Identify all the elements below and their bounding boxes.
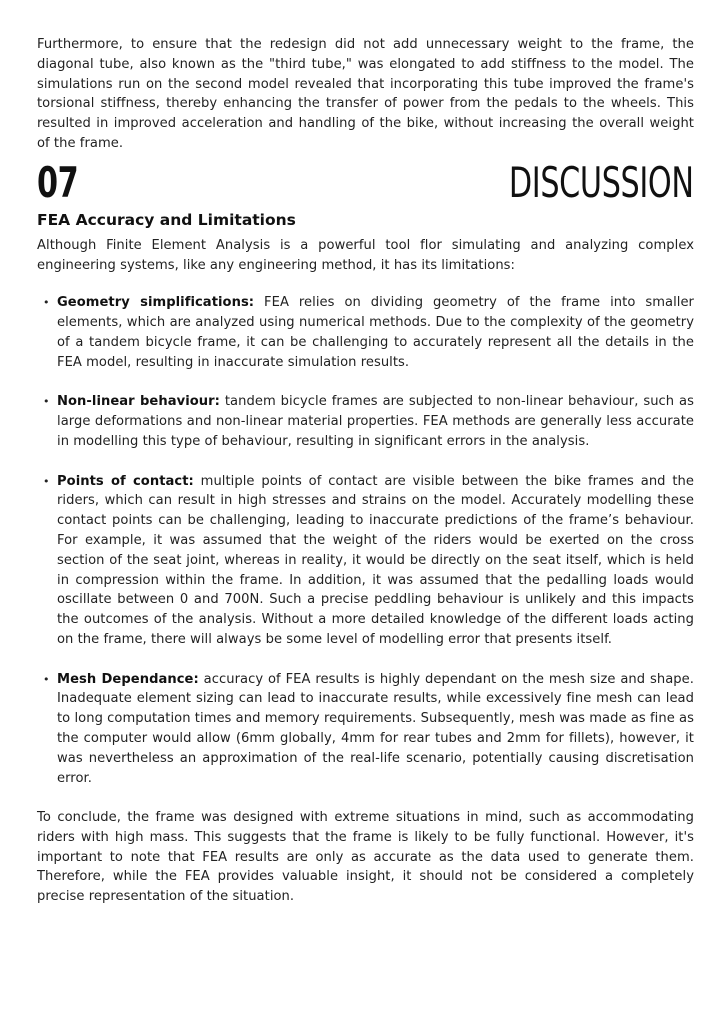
list-item <box>37 670 694 789</box>
document-page <box>37 35 694 907</box>
list-item <box>37 472 694 650</box>
list-item-term: Points of contact: <box>57 473 194 489</box>
list-item-text: FEA relies on dividing geometry of the frame into smaller elements, which are analyzed using numerical methods. Due to the complexity of the geometry of a tandem bicycle frame, it can be challenging to accurately represent all the details in the FEA model, resulting in inaccurate simulation results. <box>57 295 694 370</box>
section-number: 07 <box>37 157 79 207</box>
limitations-list <box>37 293 694 788</box>
section-title: DISCUSSION <box>509 157 694 207</box>
list-item-text: tandem bicycle frames are subjected to non-linear behaviour, such as large deformations and non-linear material properties. FEA methods are generally less accurate in modelling this type of behaviour, resulting in significant errors in the analysis. <box>57 394 694 449</box>
list-item-term: Geometry simplifications: <box>57 295 255 311</box>
list-item-term: Non-linear behaviour: <box>57 394 220 410</box>
section-header <box>37 154 694 207</box>
conclusion-paragraph: To conclude, the frame was designed with extreme situations in mind, such as accommodating riders with high mass. This suggests that the frame is likely to be fully functional. However, it's important to note that FEA results are only as accurate as the data used to generate them. Therefore, while the FEA provides valuable insight, it should not be considered a completely precise representation of the situation. <box>37 810 694 905</box>
list-item <box>37 293 694 372</box>
list-item-text: accuracy of FEA results is highly dependant on the mesh size and shape. Inadequate element sizing can lead to inaccurate results, while excessively fine mesh can lead to long computation times and memory requirements. Subsequently, mesh was made as fine as the computer would allow (6mm globally, 4mm for rear tubes and 2mm for fillets), however, it was nevertheless an approximation of the real-life scenario, potentially causing discretisation error. <box>57 671 694 786</box>
list-item-term: Mesh Dependance: <box>57 671 199 687</box>
list-item <box>37 392 694 451</box>
list-item-text: multiple points of contact are visible between the bike frames and the riders, which can result in high stresses and strains on the model. Accurately modelling these contact points can be challenging, leading to inaccurate predictions of the frame’s behaviour. For example, it was assumed that the weight of the riders would be exerted on the cross section of the seat joint, whereas in reality, it would be directly on the seat itself, which is held in compression within the frame. In addition, it was assumed that the pedalling loads would oscillate between 0 and 700N. Such a precise peddling behaviour is unlikely and this impacts the outcomes of the analysis. Without a more detailed knowledge of the different loads acting on the frame, there will always be some level of modelling error that presents itself. <box>57 473 694 647</box>
lead-paragraph: Although Finite Element Analysis is a powerful tool flor simulating and analyzing complex engineering systems, like any engineering method, it has its limitations: <box>37 237 694 273</box>
intro-paragraph: Furthermore, to ensure that the redesign did not add unnecessary weight to the frame, the diagonal tube, also known as the "third tube," was elongated to add stiffness to the model. The simulations run on the second model revealed that incorporating this tube improved the frame's torsional stiffness, thereby enhancing the transfer of power from the pedals to the wheels. This resulted in improved acceleration and handling of the bike, without increasing the overall weight of the frame. <box>37 37 694 151</box>
subheading: FEA Accuracy and Limitations <box>37 210 296 229</box>
